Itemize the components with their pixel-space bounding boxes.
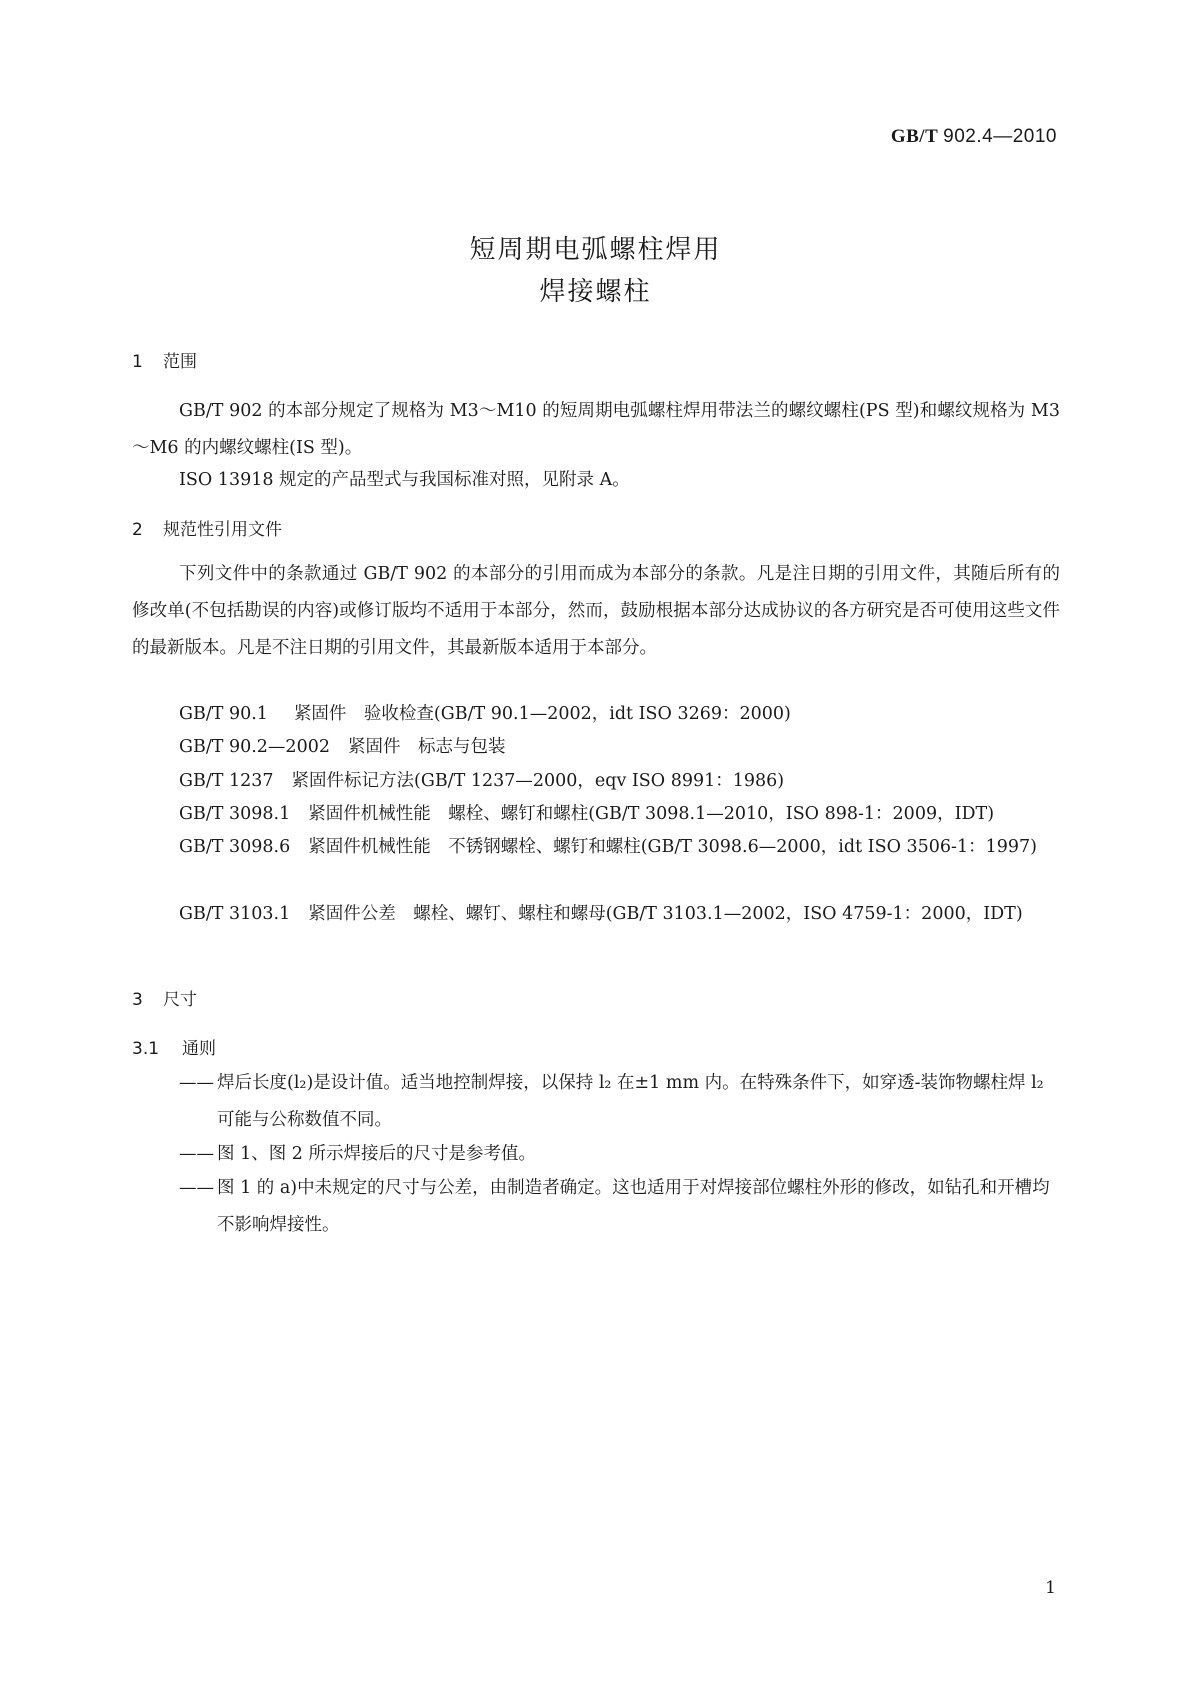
reference-item — [132, 729, 1060, 766]
section-3-1-title: 通则 — [182, 1039, 216, 1059]
section-3-1-heading — [132, 1034, 216, 1059]
reference-item — [132, 696, 1060, 733]
document-title-line1: 短周期电弧螺柱焊用 — [469, 235, 722, 265]
dash-list-item — [179, 1065, 1061, 1139]
reference-item — [132, 763, 1060, 800]
reference-code: GB/T 90.1 — [179, 704, 268, 724]
dash-item-text: 焊后长度(l₂)是设计值。适当地控制焊接，以保持 l₂ 在±1 mm 内。在特殊条件下，如穿透-装饰物螺柱焊 l₂ 可能与公称数值不同。 — [217, 1073, 1044, 1130]
section-3-title: 尺寸 — [163, 990, 197, 1010]
section-1-title: 范围 — [163, 352, 197, 372]
section-2-title: 规范性引用文件 — [163, 520, 282, 540]
section-3-1-number: 3.1 — [132, 1039, 160, 1059]
reference-code: GB/T 90.2—2002 — [179, 737, 330, 757]
section-2-number: 2 — [132, 520, 143, 540]
dash-marker: —— — [179, 1073, 214, 1093]
document-title-line2: 焊接螺柱 — [539, 277, 652, 307]
standard-prefix: GB/T — [890, 126, 938, 147]
dash-marker: —— — [179, 1144, 214, 1164]
reference-title: 紧固件机械性能 螺栓、螺钉和螺柱(GB/T 3098.1—2010，ISO 898-1：2009，IDT) — [308, 804, 995, 824]
section-1-paragraph-1: GB/T 902 的本部分规定了规格为 M3～M10 的短周期电弧螺柱焊用带法兰的螺纹螺柱(PS 型)和螺纹规格为 M3～M6 的内螺纹螺柱(IS 型)。 — [132, 401, 1060, 458]
page-number: 1 — [1045, 1578, 1056, 1598]
section-1-number: 1 — [132, 352, 143, 372]
reference-code: GB/T 3098.1 — [179, 804, 291, 824]
dash-item-text: 图 1 的 a)中未规定的尺寸与公差，由制造者确定。这也适用于对焊接部位螺柱外形的修改，如钻孔和开槽均不影响焊接性。 — [217, 1178, 1050, 1235]
standard-code: 902.4—2010 — [943, 126, 1057, 147]
section-1-heading — [132, 347, 197, 372]
reference-title: 紧固件 标志与包装 — [347, 737, 506, 757]
reference-item — [132, 796, 1060, 833]
section-3-number: 3 — [132, 990, 143, 1010]
reference-code: GB/T 1237 — [179, 771, 274, 791]
dash-item-text: 图 1、图 2 所示焊接后的尺寸是参考值。 — [217, 1144, 536, 1164]
reference-item — [132, 829, 1060, 866]
section-3-heading — [132, 985, 197, 1010]
dash-list-item — [179, 1170, 1061, 1244]
standard-number — [891, 126, 1057, 148]
dash-list-item — [179, 1136, 1061, 1173]
reference-code: GB/T 3103.1 — [179, 904, 291, 924]
reference-code: GB/T 3098.6 — [179, 837, 291, 857]
reference-title: 紧固件机械性能 不锈钢螺栓、螺钉和螺柱(GB/T 3098.6—2000，idt ISO 3506-1：1997) — [308, 837, 1037, 857]
reference-title: 紧固件公差 螺栓、螺钉、螺柱和螺母(GB/T 3103.1—2002，ISO 4759-1：2000，IDT) — [308, 904, 1023, 924]
reference-item — [132, 896, 1060, 933]
section-1-paragraph-2: ISO 13918 规定的产品型式与我国标准对照，见附录 A。 — [179, 470, 630, 490]
reference-title: 紧固件 验收检查(GB/T 90.1—2002，idt ISO 3269：2000) — [293, 704, 791, 724]
dash-marker: —— — [179, 1178, 214, 1198]
reference-title: 紧固件标记方法(GB/T 1237—2000，eqv ISO 8991：1986) — [291, 771, 785, 791]
section-2-paragraph-1: 下列文件中的条款通过 GB/T 902 的本部分的引用而成为本部分的条款。凡是注日期的引用文件，其随后所有的修改单(不包括勘误的内容)或修订版均不适用于本部分，然而，鼓励根据本部分达成协议的各方研究是否可使用这些文件的最新版本。凡是不注日期的引用文件，其最新版本适用于本部分。 — [132, 564, 1060, 658]
section-2-heading — [132, 515, 282, 540]
